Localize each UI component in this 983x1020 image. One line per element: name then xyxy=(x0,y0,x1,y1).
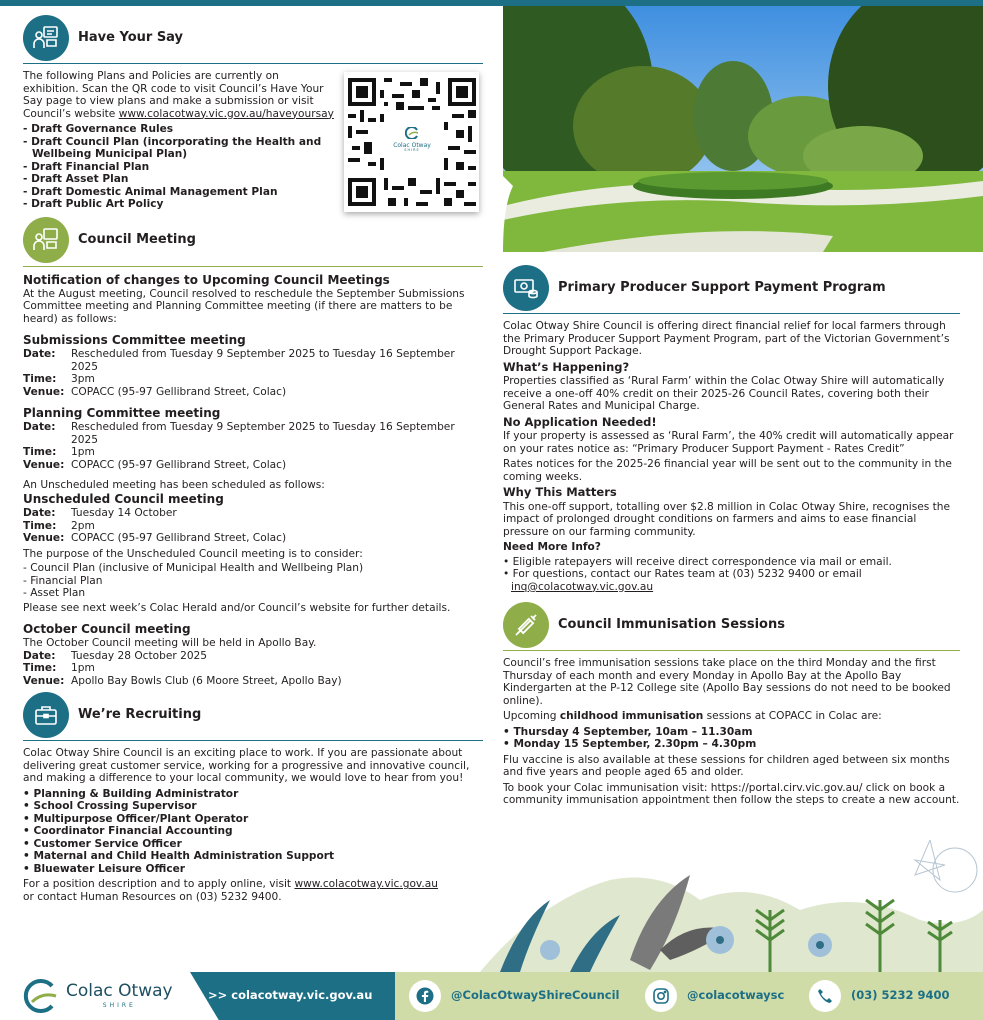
qr-logo xyxy=(392,127,432,157)
recruiting-intro: Colac Otway Shire Council is an exciting place to work. If you are passionate about delivering great customer service, working for a progressive and innovative council, and making a difference to your local community, we would love to hear from you! xyxy=(23,747,470,785)
job-item[interactable]: • Multipurpose Officer/Plant Operator xyxy=(23,812,249,825)
list-item: • Eligible ratepayers will receive direct correspondence via mail or email. xyxy=(503,555,892,568)
shire-logo-icon xyxy=(405,127,419,139)
planning-venue-row: Venue: COPACC (95-97 Gellibrand Street, Colac) xyxy=(23,458,287,471)
submissions-venue-row: Venue: COPACC (95-97 Gellibrand Street, Colac) xyxy=(23,385,287,398)
october-intro: The October Council meeting will be held in Apollo Bay. xyxy=(23,637,317,650)
recruiting-outro: For a position description and to apply online, visit www.colacotway.vic.gov.au or contact Human Resources on (03) 5232 9400. xyxy=(23,878,438,903)
pp-intro: Colac Otway Shire Council is offering direct financial relief for local farmers through the Primary Producer Support Payment Program, part of the Victorian Government’s Drought Support Package. xyxy=(503,320,950,357)
planning-time-row: Time: 1pm xyxy=(23,446,95,459)
pp-happening-text: Properties classified as ‘Rural Farm’ within the Colac Otway Shire will automatically receive a one-off 40% credit on their 2025-26 Council Rates, covering both their General Rates and Municipal Charge. xyxy=(503,375,945,413)
recruiting-body xyxy=(23,747,483,903)
session-item: • Thursday 4 September, 10am – 11.30am xyxy=(503,725,753,738)
pp-why-text: This one-off support, totalling over $2.8 million in Colac Otway Shire, recognises the impact of prolonged drought conditions on farmers and aims to ease financial pressure on our farming community. xyxy=(503,500,951,538)
planning-date-row: Date: Rescheduled from Tuesday 9 September 2025 to Tuesday 16 September 2025 xyxy=(23,421,455,446)
immunisation-header xyxy=(503,599,960,651)
recruiting-header xyxy=(23,689,483,741)
list-item: - Draft Asset Plan xyxy=(23,173,129,185)
pp-happening-heading: What’s Happening? xyxy=(503,359,630,374)
council-meeting-title: Council Meeting xyxy=(78,232,196,248)
submissions-heading: Submissions Committee meeting xyxy=(23,333,246,348)
have-your-say-body xyxy=(23,70,335,211)
october-venue-row: Venue: Apollo Bay Bowls Club (6 Moore Street, Apollo Bay) xyxy=(23,674,342,687)
october-date-row: Date: Tuesday 28 October 2025 xyxy=(23,649,208,662)
list-item: - Draft Council Plan (incorporating the Health and xyxy=(23,135,322,148)
october-time-row: Time: 1pm xyxy=(23,662,95,675)
have-your-say-title: Have Your Say xyxy=(78,29,184,45)
right-column xyxy=(503,262,960,810)
notice-heading: Notification of changes to Upcoming Council Meetings xyxy=(23,272,390,287)
job-item[interactable]: • School Crossing Supervisor xyxy=(23,800,197,813)
qr-code[interactable] xyxy=(344,72,479,212)
recruiting-title: We’re Recruiting xyxy=(78,707,202,723)
footer-logo[interactable] xyxy=(22,978,173,1014)
shire-logo-icon xyxy=(22,978,60,1014)
payment-icon xyxy=(503,265,549,311)
footer-logo-text xyxy=(66,980,173,1009)
have-your-say-header xyxy=(23,12,483,64)
footer-phone[interactable]: (03) 5232 9400 xyxy=(809,981,950,1011)
list-item: - Draft Public Art Policy xyxy=(23,198,164,210)
october-heading: October Council meeting xyxy=(23,622,191,637)
planning-heading: Planning Committee meeting xyxy=(23,406,221,421)
imm-intro: Council’s free immunisation sessions take place on the third Monday and the first Thursday of each month and every Monday in Apollo Bay at the Apollo Bay Kindergarten at the P-12 College site (Apollo Bay sessions do not need to be booked online). xyxy=(503,657,951,707)
footer-logo-sub: SHIRE xyxy=(102,1001,136,1009)
job-item[interactable]: • Maternal and Child Health Administration Support xyxy=(23,850,335,863)
jobs-list xyxy=(23,788,483,876)
imm-flu: Flu vaccine is also available at these sessions for children aged between six months and five years and people aged 65 and older. xyxy=(503,753,950,779)
job-item[interactable]: • Customer Service Officer xyxy=(23,837,182,850)
job-item[interactable]: • Bluewater Leisure Officer xyxy=(23,862,186,875)
immunisation-title: Council Immunisation Sessions xyxy=(558,617,785,633)
pp-more-heading: Need More Info? xyxy=(503,541,601,554)
submissions-time-row: Time: 3pm xyxy=(23,373,95,386)
pp-no-app-heading: No Application Needed! xyxy=(503,414,657,429)
syringe-icon xyxy=(503,602,549,648)
list-item: - Financial Plan xyxy=(23,574,103,587)
unscheduled-venue-row: Venue: COPACC (95-97 Gellibrand Street, Colac) xyxy=(23,532,287,545)
imm-upcoming: Upcoming childhood immunisation sessions at COPACC in Colac are: xyxy=(503,710,882,723)
phone-icon xyxy=(809,980,841,1012)
presentation-icon xyxy=(23,15,69,61)
footer-facebook[interactable]: @ColacOtwayShireCouncil xyxy=(409,981,619,1011)
imm-booking: To book your Colac immunisation visit: https://portal.cirv.vic.gov.au/ click on book a community immunisation appointment then follow the steps to create a new account. xyxy=(503,781,960,807)
list-item: - Council Plan (inclusive of Municipal Health and Wellbeing Plan) xyxy=(23,562,364,575)
unscheduled-intro: An Unscheduled meeting has been scheduled as follows: xyxy=(23,479,325,492)
immunisation-body xyxy=(503,657,960,807)
qr-logo-sub: SHIRE xyxy=(404,147,420,152)
purpose-text: The purpose of the Unscheduled Council meeting is to consider: xyxy=(23,547,363,560)
list-item: - Asset Plan xyxy=(23,587,86,600)
unscheduled-time-row: Time: 2pm xyxy=(23,519,95,532)
footer-green-band xyxy=(395,972,983,1020)
list-item: - Draft Domestic Animal Management Plan xyxy=(23,185,278,198)
pp-no-app-text: If your property is assessed as ‘Rural Farm’, the 40% credit will automatically appear on your rates notice as: “Primary Producer Support Payment - Rates Credit” xyxy=(503,430,954,455)
further-details: Please see next week’s Colac Herald and/or Council’s website for further details. xyxy=(23,601,451,614)
job-item[interactable]: • Planning & Building Administrator xyxy=(23,787,239,800)
list-item: - Draft Financial Plan xyxy=(23,160,150,173)
draft-plans-list xyxy=(23,123,335,211)
footer xyxy=(0,972,983,1020)
submissions-date-row: Date: Rescheduled from Tuesday 9 September 2025 to Tuesday 16 September 2025 xyxy=(23,348,455,373)
unscheduled-heading: Unscheduled Council meeting xyxy=(23,491,224,506)
job-item[interactable]: • Coordinator Financial Accounting xyxy=(23,825,233,838)
session-item: • Monday 15 September, 2.30pm – 4.30pm xyxy=(503,738,757,751)
pp-notices-text: Rates notices for the 2025-26 financial year will be sent out to the community in the coming weeks. xyxy=(503,458,952,483)
have-your-say-intro: The following Plans and Policies are currently on exhibition. Scan the QR code to visit Council’s Have Your Say page to view plans and make a submission or visit Council’s website www.colacotway.vic.gov.au/haveyoursay xyxy=(23,70,334,120)
primary-producer-title: Primary Producer Support Payment Program xyxy=(558,279,886,295)
pp-email-link[interactable]: inq@colacotway.vic.gov.au xyxy=(511,580,654,593)
primary-producer-header xyxy=(503,262,960,314)
council-meeting-body xyxy=(23,273,483,688)
briefcase-icon xyxy=(23,692,69,738)
list-item: Wellbeing Municipal Plan) xyxy=(32,148,188,160)
left-column xyxy=(23,12,483,906)
have-your-say-link[interactable]: www.colacotway.vic.gov.au/haveyoursay xyxy=(118,107,334,120)
list-item: • For questions, contact our Rates team at (03) 5232 9400 or email xyxy=(503,568,862,581)
footer-logo-name: Colac Otway xyxy=(66,980,173,1001)
list-item: - Draft Governance Rules xyxy=(23,123,174,135)
notice-text: At the August meeting, Council resolved to reschedule the September Submissions Committee meeting and Planning Committee meeting (if there are matters to be heard) as follows: xyxy=(23,287,465,325)
pp-why-heading: Why This Matters xyxy=(503,485,617,500)
instagram-icon xyxy=(645,980,677,1012)
primary-producer-body xyxy=(503,320,960,593)
meeting-icon xyxy=(23,217,69,263)
garden-photo xyxy=(503,6,983,252)
footer-instagram[interactable]: @colacotwaysc xyxy=(645,981,784,1011)
unscheduled-date-row: Date: Tuesday 14 October xyxy=(23,507,177,520)
recruiting-link[interactable]: www.colacotway.vic.gov.au xyxy=(294,878,438,891)
council-meeting-header xyxy=(23,215,483,267)
foliage-decoration xyxy=(460,840,983,972)
qr-logo-name: Colac Otway xyxy=(393,141,431,149)
footer-website-link[interactable]: >> colacotway.vic.gov.au xyxy=(208,988,373,1002)
pp-email-row xyxy=(503,581,960,594)
facebook-icon xyxy=(409,980,441,1012)
